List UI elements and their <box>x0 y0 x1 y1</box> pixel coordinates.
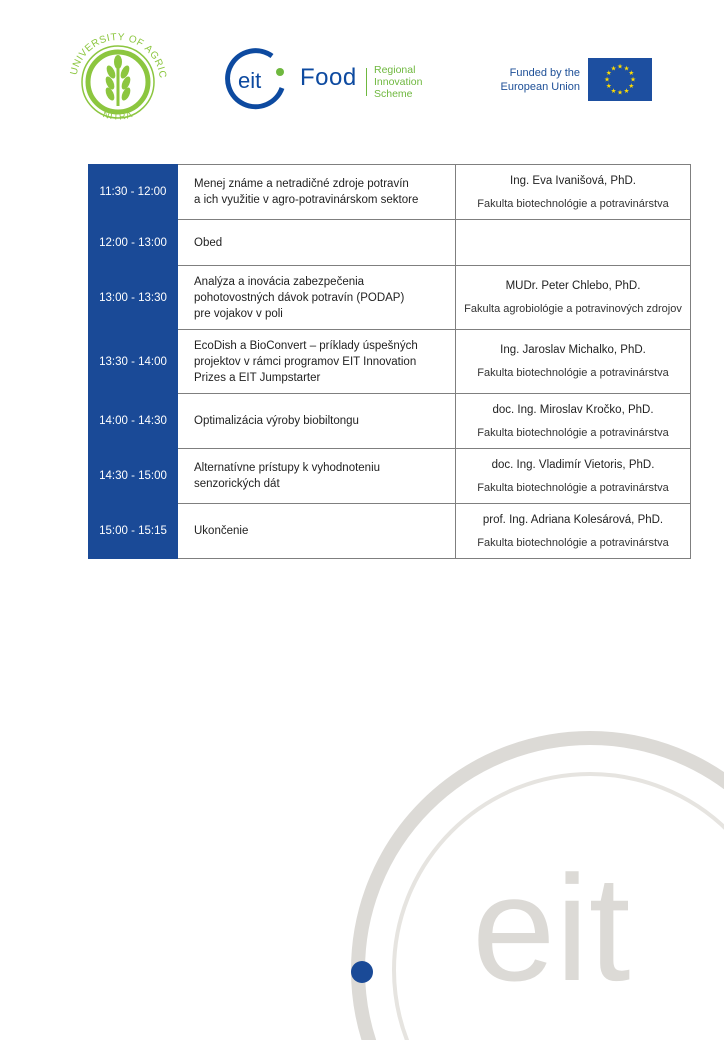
topic-line: pre vojakov v poli <box>194 307 283 320</box>
topic-line: Optimalizácia výroby biobiltongu <box>194 415 359 427</box>
wheat-ear-icon <box>104 55 132 106</box>
speaker-faculty: Fakulta biotechnológie a potravinárstva <box>477 481 669 494</box>
time-cell: 13:30 - 14:00 <box>89 330 178 394</box>
table-row <box>89 504 691 559</box>
topic-line: projektov v rámci programov EIT Innovation <box>194 355 417 368</box>
topic-cell <box>178 394 456 449</box>
eu-star-icon: ★ <box>617 62 623 71</box>
blue-dot-icon <box>351 961 373 983</box>
eu-star-icon: ★ <box>623 64 630 73</box>
eit-mark <box>224 48 290 114</box>
time-cell: 13:00 - 13:30 <box>89 266 178 330</box>
topic-line: Menej známe a netradičné zdroje potravín <box>194 178 409 190</box>
speaker-name: Ing. Eva Ivanišová, PhD. <box>510 174 636 187</box>
topic-line: Prizes a EIT Jumpstarter <box>194 371 321 384</box>
eu-funded-line: European Union <box>500 81 580 93</box>
sua-seal-icon <box>62 26 174 138</box>
eit-watermark-text: eit <box>472 844 631 1012</box>
speaker-faculty: Fakulta biotechnológie a potravinárstva <box>477 426 669 439</box>
eit-tagline-line: Scheme <box>374 88 413 100</box>
topic-cell <box>178 165 456 220</box>
table-row <box>89 266 691 330</box>
table-row <box>89 449 691 504</box>
speaker-name: Ing. Jaroslav Michalko, PhD. <box>500 344 646 356</box>
eit-food-word: Food <box>300 64 357 91</box>
speaker-cell <box>456 394 691 449</box>
topic-cell <box>178 220 456 266</box>
topic-cell <box>178 266 456 330</box>
sua-city-text: NITRA <box>101 108 135 122</box>
speaker-cell <box>456 220 691 266</box>
eit-food-logo <box>224 48 444 118</box>
topic-line: Alternatívne prístupy k vyhodnoteniu <box>194 462 381 474</box>
eu-star-icon: ★ <box>605 69 612 78</box>
eu-stars-icon <box>588 58 652 101</box>
speaker-name: prof. Ing. Adriana Kolesárová, PhD. <box>482 513 664 526</box>
table-row <box>89 330 691 394</box>
eit-watermark-icon <box>340 720 724 1040</box>
table-row <box>89 165 691 220</box>
topic-line: a ich využitie v agro-potravinárskom sektore <box>194 194 419 206</box>
time-cell: 14:30 - 15:00 <box>89 449 178 504</box>
speaker-cell <box>456 266 691 330</box>
time-cell: 15:00 - 15:15 <box>89 504 178 559</box>
topic-line: Analýza a inovácia zabezpečenia <box>194 275 365 288</box>
eit-ring-icon <box>224 48 290 114</box>
speaker-faculty: Fakulta biotechnológie a potravinárstva <box>477 197 669 210</box>
eu-funded-text <box>490 66 580 94</box>
speaker-cell <box>456 504 691 559</box>
topic-cell <box>178 330 456 394</box>
eit-tagline <box>374 64 422 100</box>
eu-star-icon: ★ <box>617 88 623 97</box>
speaker-faculty: Fakulta biotechnológie a potravinárstva <box>477 536 669 549</box>
eu-star-icon: ★ <box>628 69 635 78</box>
eu-star-icon: ★ <box>610 86 617 95</box>
programme-table <box>88 164 691 559</box>
speaker-name: doc. Ing. Miroslav Kročko, PhD. <box>492 403 654 416</box>
speaker-cell <box>456 449 691 504</box>
sua-arc-text: UNIVERSITY OF AGRIC <box>68 31 168 80</box>
time-cell: 14:00 - 14:30 <box>89 394 178 449</box>
eit-tagline-line: Regional <box>374 64 416 76</box>
eu-star-icon: ★ <box>605 82 612 91</box>
topic-line: senzorických dát <box>194 478 280 490</box>
eit-mark-text: eit <box>238 68 262 93</box>
speaker-faculty: Fakulta biotechnológie a potravinárstva <box>477 367 669 379</box>
speaker-cell <box>456 330 691 394</box>
table-row <box>89 220 691 266</box>
eu-star-icon: ★ <box>604 75 610 84</box>
topic-line: EcoDish a BioConvert – príklady úspešných <box>194 339 418 352</box>
eu-star-icon: ★ <box>628 82 635 91</box>
topic-line: Obed <box>194 236 223 249</box>
eit-tagline-line: Innovation <box>374 76 423 88</box>
speaker-name: doc. Ing. Vladimír Vietoris, PhD. <box>491 458 655 471</box>
eu-star-icon: ★ <box>610 64 617 73</box>
eit-separator <box>366 68 367 96</box>
background-eit-watermark <box>340 720 724 1040</box>
topic-line: pohotovostných dávok potravín (PODAP) <box>194 291 405 304</box>
table-row <box>89 394 691 449</box>
topic-cell <box>178 504 456 559</box>
speaker-cell <box>456 165 691 220</box>
speaker-faculty: Fakulta agrobiológie a potravinových zdrojov <box>464 303 682 315</box>
sua-logo <box>62 26 174 138</box>
eu-funded-line: Funded by the <box>509 67 580 79</box>
eu-star-icon: ★ <box>623 86 630 95</box>
speaker-name: MUDr. Peter Chlebo, PhD. <box>505 280 641 292</box>
time-cell: 11:30 - 12:00 <box>89 165 178 220</box>
topic-cell <box>178 449 456 504</box>
eu-star-icon: ★ <box>630 75 636 84</box>
eu-flag-icon <box>588 58 652 101</box>
time-cell: 12:00 - 13:00 <box>89 220 178 266</box>
topic-line: Ukončenie <box>194 525 249 537</box>
